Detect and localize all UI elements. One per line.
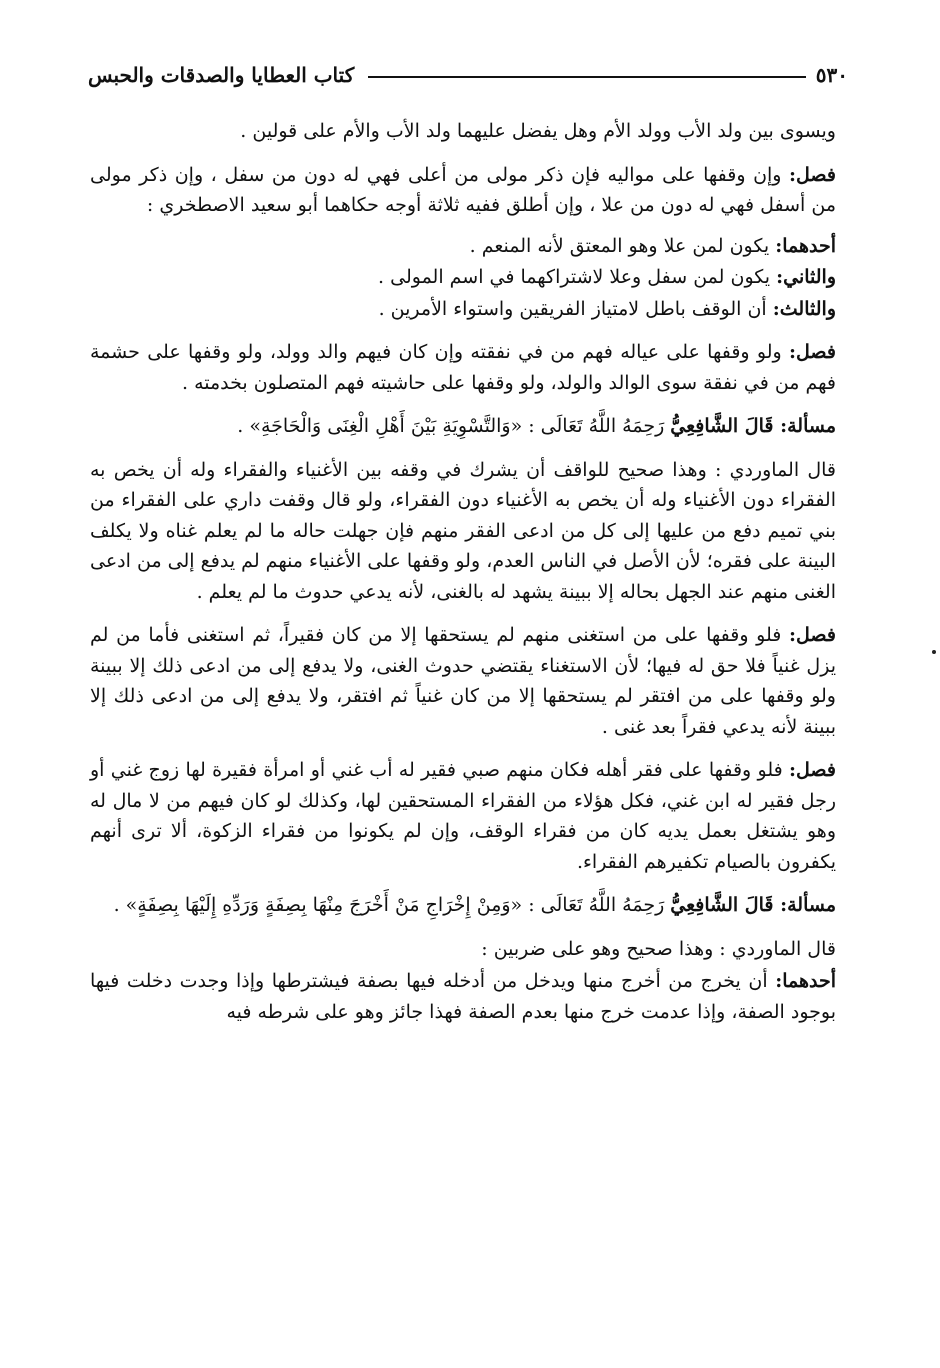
running-header: [88, 58, 848, 92]
paragraph: فصل: وإن وقفها على مواليه فإن ذكر مولى من أعلى فهي له دون من سفل ، وإن ذكر مولى من أسفل فهي له دون من علا ، وإن أطلق ففيه ثلاثة أوجه حكاهما أبو سعيد الاصطخري :: [90, 163, 836, 216]
item-label: والثاني:: [776, 266, 836, 288]
list-item: أحدهما: يكون لمن علا وهو المعتق لأنه المنعم .: [469, 234, 836, 257]
question-label: مسألة: قَالَ الشَّافِعِيُّ: [670, 415, 836, 437]
page-body: [90, 116, 836, 1040]
chapter-title: كتاب العطايا والصدقات والحبس: [88, 63, 355, 87]
paragraph: فصل: فلو وقفها على من استغنى منهم لم يستحقها إلا من كان فقيراً، ثم استغنى فأما من لم يزل غنياً فلا حق له فيها؛ لأن الاستغناء يقتضي حدوث الغنى، ولا يدفع إلى من ادعى ذلك إلا ببينة ولو وقفها على من افتقر لم يستحقها إلا من كان غنياً ثم افتقر، ولا يدفع إلى من ادعى ذلك إلا ببينة لأنه يدعي فقراً بعد غنى .: [90, 624, 836, 738]
question-heading: مسألة: قَالَ الشَّافِعِيُّ رَحِمَهُ اللَّهُ تَعَالَى : «وَالتَّسْوِيَةِ بَيْنَ أَهْلِ الْغِنَى وَالْحَاجَةِ» .: [237, 415, 836, 437]
paragraph: فصل: فلو وقفها على فقر أهله فكان منهم صبي فقير له أب غني أو امرأة فقيرة لها زوج غني أو رجل فقير له ابن غني، فكل هؤلاء من الفقراء المستحقين لها، وكذلك لو كان فيهم من لا مال له وهو يشتغل بعمل يديه كان من فقراء الوقف، وإن لم يكونوا من فقراء الزكوة، ألا ترى أنهم يكفرون بالصيام تكفيرهم الفقراء.: [90, 759, 836, 873]
page-number: ٥٣٠: [815, 63, 848, 87]
section-label: فصل:: [789, 341, 836, 363]
item-label: أحدهما:: [775, 234, 836, 257]
item-label: أحدهما:: [775, 970, 836, 992]
paragraph: أحدهما: أن يخرج من أخرج منها ويدخل من أدخله فيها بصفة فيشترطها وإذا وجدت دخلت فيها بوجود الصفة، وإذا عدمت خرج منها بعدم الصفة فهذا جائز وهو على شرطه فيه: [90, 970, 836, 1023]
paragraph: قال الماوردي : وهذا صحيح وهو على ضربين :: [481, 937, 836, 960]
section-label: فصل:: [789, 163, 836, 186]
question-heading: مسألة: قَالَ الشَّافِعِيُّ رَحِمَهُ اللَّهُ تَعَالَى : «وَمِنْ إِخْرَاجِ مَنْ أَخْرَجَ مِنْهَا بِصِفَةٍ وَرَدِّهِ إِلَيْهَا بِصِفَةٍ» .: [113, 894, 836, 916]
list-item: والثاني: يكون لمن سفل وعلا لاشتراكهما في اسم المولى .: [378, 266, 836, 288]
section-label: فصل:: [789, 759, 836, 781]
question-label: مسألة: قَالَ الشَّافِعِيُّ: [670, 894, 836, 916]
header-rule: [368, 76, 806, 78]
paragraph: قال الماوردي : وهذا صحيح للواقف أن يشرك في وقفه بين الأغنياء والفقراء وله أن يخص به الفقراء دون الأغنياء وله أن يخص به الأغنياء دون الفقراء، ولو قال وقفت داري على الفقراء من بني تميم دفع من عليها إلى كل من ادعى الفقر منهم فإن جهلت حاله ما لم يعلم غناه ولا يكلف البينة على فقره؛ لأن الأصل في الناس العدم، ولو وقفها على الأغنياء منهم لم يدفع إلى من ادعى الغنى منهم عند الجهل بحاله إلا ببينة يشهد له بالغنى، لأنه يدعي حدوث ما لم يعلم .: [90, 458, 836, 603]
scan-speck: [932, 650, 936, 654]
list-item: والثالث: أن الوقف باطل لامتياز الفريقين واستواء الأمرين .: [378, 297, 836, 320]
paragraph: ويسوى بين ولد الأب وولد الأم وهل يفضل عليهما ولد الأب والأم على قولين .: [240, 120, 836, 142]
item-label: والثالث:: [772, 297, 836, 320]
section-label: فصل:: [789, 624, 836, 646]
paragraph: فصل: ولو وقفها على عياله فهم من في نفقته وإن كان فيهم والد وولد، ولو وقفها على حشمة فهم من في نفقة سوى الوالد والولد، ولو وقفها على حاشيته فهم المتصلون بخدمته .: [90, 341, 836, 394]
